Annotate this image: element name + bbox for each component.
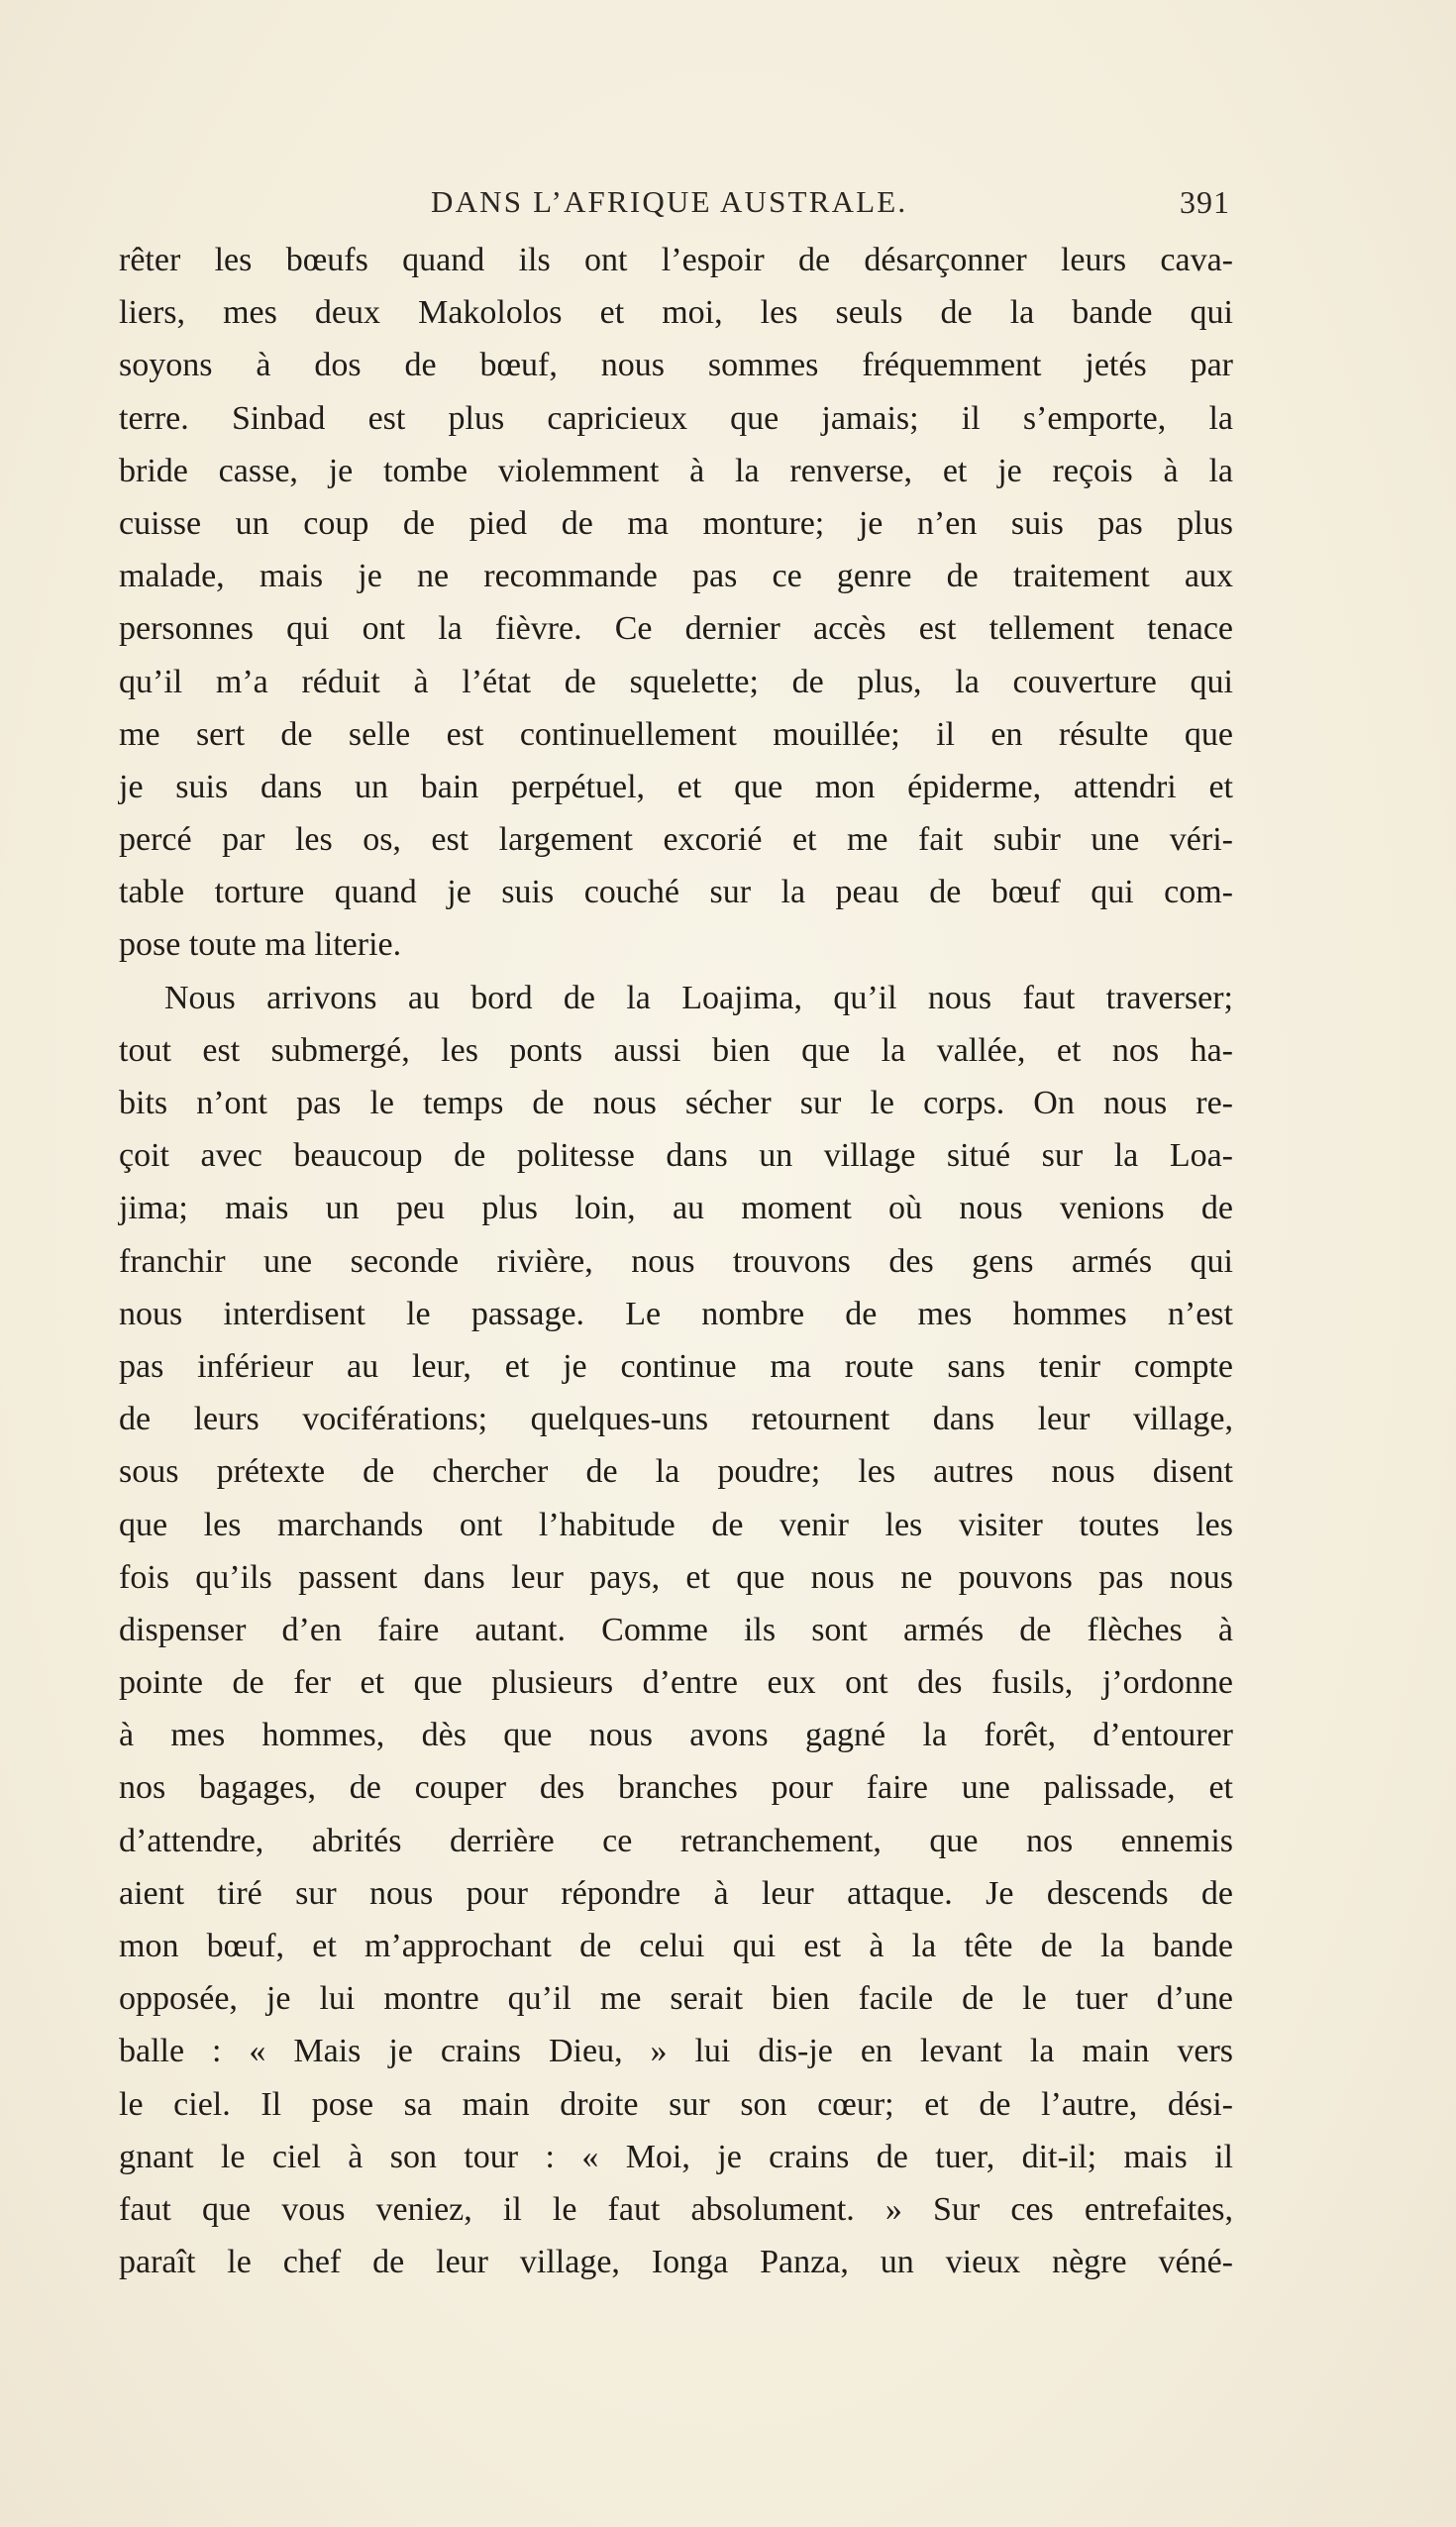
text-line: sous prétexte de chercher de la poudre; les autres nous disent [119,1453,1233,1491]
text-line: jima; mais un peu plus loin, au moment où nous venions de [119,1190,1233,1227]
text-line: Nous arrivons au bord de la Loajima, qu’il nous faut traverser; [164,979,1233,1016]
text-line: terre. Sinbad est plus capricieux que jamais; il s’emporte, la [119,399,1233,437]
text-line: me sert de selle est continuellement mouillée; il en résulte que [119,715,1233,753]
text-line: le ciel. Il pose sa main droite sur son cœur; et de l’autre, dési- [119,2085,1233,2123]
text-line: cuisse un coup de pied de ma monture; je n’en suis pas plus [119,504,1233,542]
paragraph-1 [119,234,1233,972]
page-number: 391 [1180,184,1230,220]
text-line: aient tiré sur nous pour répondre à leur attaque. Je descends de [119,1874,1233,1912]
text-line: paraît le chef de leur village, Ionga Panza, un vieux nègre véné- [119,2244,1233,2281]
text-line: à mes hommes, dès que nous avons gagné la forêt, d’entourer [119,1717,1233,1754]
text-line: percé par les os, est largement excorié et me fait subir une véri- [119,821,1233,859]
text-line: table torture quand je suis couché sur la peau de bœuf qui com- [119,874,1233,911]
text-line: gnant le ciel à son tour : « Moi, je crains de tuer, dit-il; mais il [119,2138,1233,2175]
text-line: personnes qui ont la fièvre. Ce dernier accès est tellement tenace [119,610,1233,648]
text-line: malade, mais je ne recommande pas ce genre de traitement aux [119,558,1233,595]
text-line: pose toute ma literie. [119,926,402,964]
page-header [119,184,1230,228]
text-line: balle : « Mais je crains Dieu, » lui dis-je en levant la main vers [119,2033,1233,2070]
text-line: faut que vous veniez, il le faut absolument. » Sur ces entrefaites, [119,2190,1233,2228]
text-line: franchir une seconde rivière, nous trouvons des gens armés qui [119,1242,1233,1280]
text-line: çoit avec beaucoup de politesse dans un village situé sur la Loa- [119,1137,1233,1175]
text-line: pas inférieur au leur, et je continue ma route sans tenir compte [119,1347,1233,1385]
text-line: dispenser d’en faire autant. Comme ils sont armés de flèches à [119,1611,1233,1648]
text-line: qu’il m’a réduit à l’état de squelette; de plus, la couverture qui [119,663,1233,700]
text-line: que les marchands ont l’habitude de venir les visiter toutes les [119,1506,1233,1543]
text-line: liers, mes deux Makololos et moi, les seuls de la bande qui [119,294,1233,332]
text-line: de leurs vociférations; quelques-uns retournent dans leur village, [119,1401,1233,1438]
text-line: tout est submergé, les ponts aussi bien que la vallée, et nos ha- [119,1031,1233,1069]
running-head: DANS L’AFRIQUE AUSTRALE. [431,184,908,219]
text-line: nous interdisent le passage. Le nombre de mes hommes n’est [119,1295,1233,1332]
body-text [119,234,1233,2288]
text-line: bride casse, je tombe violemment à la renverse, et je reçois à la [119,452,1233,489]
text-line: nos bagages, de couper des branches pour faire une palissade, et [119,1769,1233,1807]
text-line: rêter les bœufs quand ils ont l’espoir de désarçonner leurs cava- [119,242,1233,278]
text-line: d’attendre, abrités derrière ce retranchement, que nos ennemis [119,1822,1233,1859]
paragraph-2 [119,972,1233,2289]
text-line: bits n’ont pas le temps de nous sécher sur le corps. On nous re- [119,1085,1233,1121]
text-line: fois qu’ils passent dans leur pays, et que nous ne pouvons pas nous [119,1558,1233,1596]
text-line: mon bœuf, et m’approchant de celui qui est à la tête de la bande [119,1928,1233,1964]
text-line: je suis dans un bain perpétuel, et que mon épiderme, attendri et [119,768,1233,805]
text-line: opposée, je lui montre qu’il me serait bien facile de le tuer d’une [119,1980,1233,2018]
text-line: soyons à dos de bœuf, nous sommes fréquemment jetés par [119,347,1233,384]
text-line: pointe de fer et que plusieurs d’entre eux ont des fusils, j’ordonne [119,1664,1233,1702]
